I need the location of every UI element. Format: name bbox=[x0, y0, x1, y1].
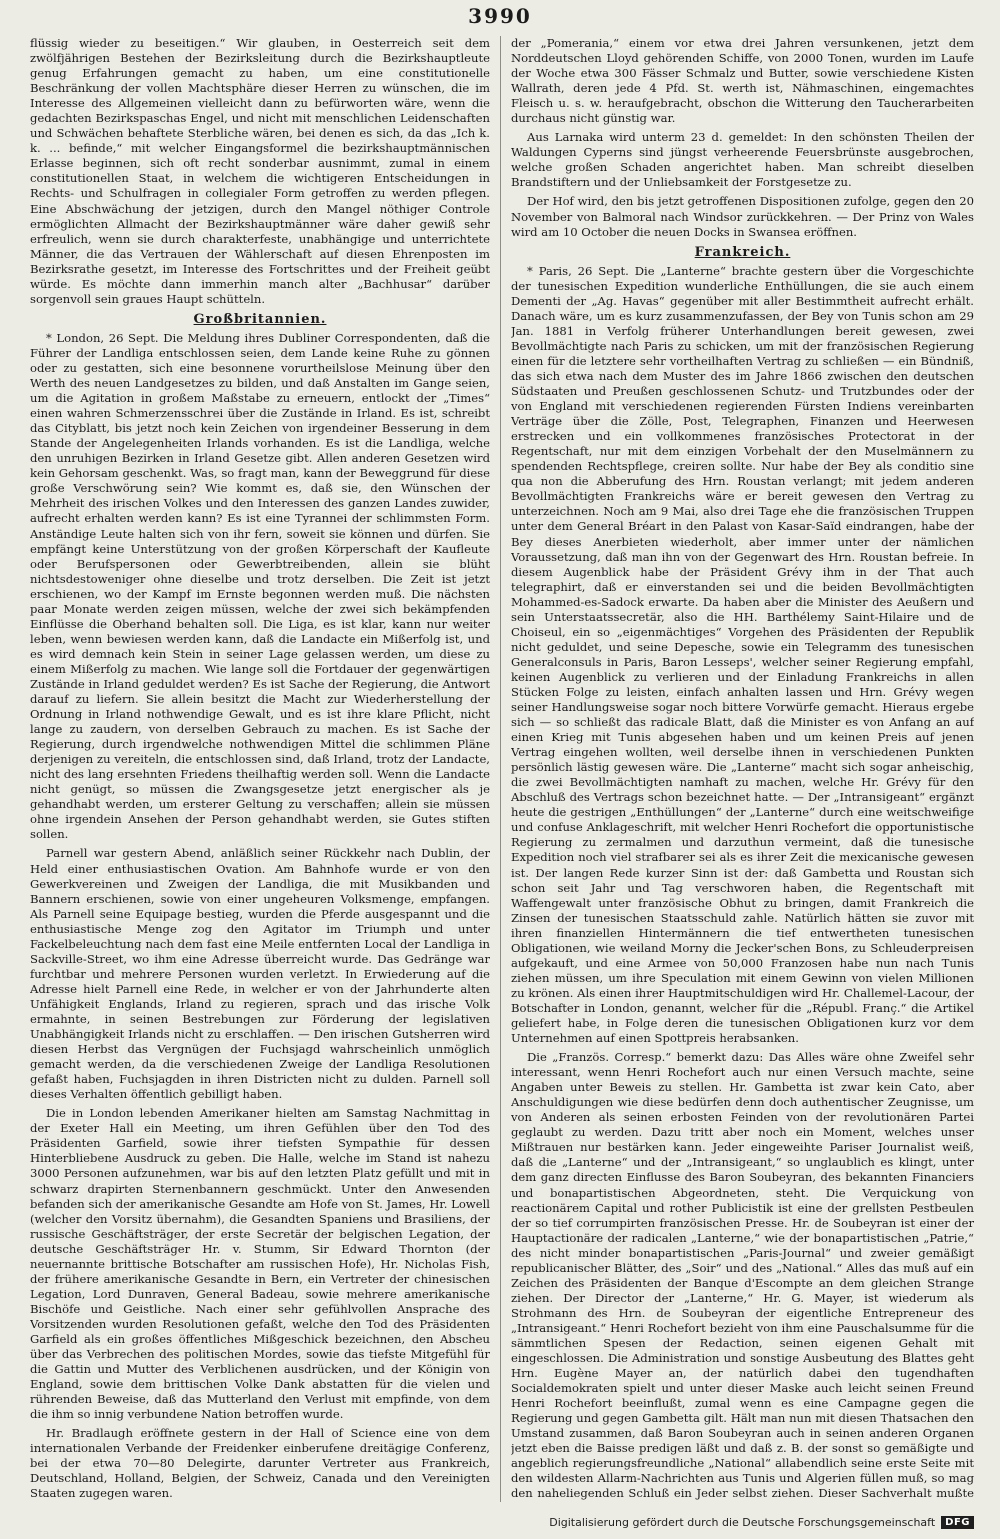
footer-credit-text: Digitalisierung gefördert durch die Deutsche Forschungsgemeinschaft bbox=[549, 1516, 936, 1529]
left-paragraph-1: flüssig wieder zu beseitigen.“ Wir glauben, in Oesterreich seit dem zwölfjährigen Bestehen der Bezirksleitung durch die Bezirkshauptleute genug Erfahrungen gemacht zu haben, um eine constitutionelle Beschränkung der vollen Machtsphäre dieser Herren zu wünschen, die im Interesse des Allgemeinen vielleicht dann zu befürworten wäre, wenn die gedachten Bezirkspaschas Engel, und nicht mit menschlichen Leidenschaften und Schwächen behaftete Sterbliche wären, bei denen es sich, da das „Ich k. k. ... befinde,“ mit welcher Eingangsformel die bezirkshauptmännischen Erlasse beginnen, sich oft recht sonderbar ausnimmt, zumal in einem constitutionellen Staat, in welchem die wichtigeren Entscheidungen in Rechts- und Schulfragen in collegialer Form getroffen zu werden pflegen. Eine Abschwächung der jetzigen, durch den Mangel nöthiger Controle ermöglichten Allmacht der Bezirkshauptmänner wäre daher gewiß sehr erfreulich, wenn sie durch charakterfeste, unabhängige und unterrichtete Männer, die das Vertrauen der Wählerschaft auf diesen Ehrenposten im Bezirksrathe gesetzt, im Interesse des Fortschrittes und der Freiheit geübt würde. Es möchte dann immerhin manch alter „Bachhusar“ darüber sorgenvoll sein graues Haupt schütteln. bbox=[30, 36, 490, 306]
right-paragraph-3: Der Hof wird, den bis jetzt getroffenen Dispositionen zufolge, gegen den 20 November von Balmoral nach Windsor zurückkehren. — Der Prinz von Wales wird am 10 October die neuen Docks in Swansea eröffnen. bbox=[511, 194, 974, 239]
section-heading-france: Frankreich. bbox=[694, 244, 791, 260]
section-heading-great-britain: Großbritannien. bbox=[193, 311, 327, 327]
right-paragraph-2: Aus Larnaka wird unterm 23 d. gemeldet: In den schönsten Theilen der Waldungen Cyperns sind jüngst verheerende Feuersbrünste ausgebrochen, welche großen Schaden angerichtet haben. Man schreibt dieselben Brandstiftern und der Unliebsamkeit der Forstgesetze zu. bbox=[511, 130, 974, 190]
right-column bbox=[511, 36, 974, 1502]
right-paragraph-1: der „Pomerania,“ einem vor etwa drei Jahren versunkenen, jetzt dem Norddeutschen Lloyd gehörenden Schiffe, von 2000 Tonen, wurden im Laufe der Woche etwa 300 Fässer Schmalz und Butter, sowie verschiedene Kisten Wallrath, deren jede 4 Pfd. St. werth ist, Nähmaschinen, eingemachtes Fleisch u. s. w. heraufgebracht, obschon die Witterung den Taucherarbeiten durchaus nicht günstig war. bbox=[511, 36, 974, 126]
digitization-footer bbox=[549, 1516, 974, 1529]
left-paragraph-3: Parnell war gestern Abend, anläßlich seiner Rückkehr nach Dublin, der Held einer enthusiastischen Ovation. Am Bahnhofe wurde er von den Gewerkvereinen und Zweigen der Landliga, die mit Musikbanden und Bannern erschienen, sowie von einer ungeheuren Volksmenge, empfangen. Als Parnell seine Equipage bestieg, wurden die Pferde ausgespannt und die enthusiastische Menge zog den Agitator im Triumph und unter Fackelbeleuchtung nach dem fast eine Meile entfernten Local der Landliga in Sackville-Street, wo ihm eine Adresse überreicht wurde. Das Gedränge war furchtbar und mehrere Personen wurden verletzt. In Erwiederung auf die Adresse hielt Parnell eine Rede, in welcher er von der Jahrhunderte alten Unfähigkeit Englands, Irland zu regieren, sprach und das irische Volk ermahnte, in seinen Bestrebungen zur Förderung der legislativen Unabhängigkeit Irlands nicht zu erschlaffen. — Den irischen Gutsherren wird diesen Herbst das Vergnügen der Fuchsjagd wahrscheinlich unmöglich gemacht werden, da die verschiedenen Zweige der Landliga Resolutionen gefaßt haben, Fuchsjagden in ihren Districten nicht zu dulden. Parnell soll dieses Verhalten öffentlich gebilligt haben. bbox=[30, 846, 490, 1102]
column-divider bbox=[500, 36, 501, 1502]
page-number: 3990 bbox=[468, 4, 532, 28]
dfg-logo-icon: DFG bbox=[941, 1516, 974, 1529]
right-paragraph-4: * Paris, 26 Sept. Die „Lanterne“ brachte gestern über die Vorgeschichte der tunesischen Expedition wunderliche Enthüllungen, die sie auch einem Dementi der „Ag. Havas“ gegenüber mit aller Bestimmtheit aufrecht erhält. Danach wäre, um es kurz zusammenzufassen, der Bey von Tunis schon am 29 Jan. 1881 in Verfolg früherer Unterhandlungen bereit gewesen, zwei Bevollmächtigte nach Paris zu schicken, um mit der französischen Regierung einen für die letztere sehr vortheilhaften Vertrag zu schließen — ein Bündniß, das sich etwa nach dem Muster des im Jahre 1866 zwischen den deutschen Südstaaten und Preußen geschlossenen Schutz- und Trutzbundes oder der von England mit verschiedenen regierenden Fürsten Indiens vereinbarten Verträge über die Zölle, Post, Telegraphen, Finanzen und Heerwesen erstrecken und ein vollkommenes französisches Protectorat in der Regentschaft, nur mit dem einzigen Vorbehalt der den Muselmännern zu spendenden Rechtspflege, creiren sollte. Nur habe der Bey als conditio sine qua non die Abberufung des Hrn. Roustan verlangt; mit jedem anderen Bevollmächtigten Frankreichs wäre er bereit gewesen den Vertrag zu unterzeichnen. Noch am 9 Mai, also drei Tage ehe die französischen Truppen unter dem General Bréart in den Palast von Kasar-Saïd eindrangen, habe der Bey dieses Anerbieten wiederholt, aber immer unter der nämlichen Voraussetzung, daß man ihn von der Gegenwart des Hrn. Roustan befreie. In diesem Augenblick habe der Präsident Grévy ihm in der That auch telegraphirt, daß er einverstanden sei und die beiden Bevollmächtigten Mohammed-es-Sadock erwarte. Da haben aber die Minister des Aeußern und sein Unterstaatssecretär, also die HH. Barthélemy Saint-Hilaire und de Choiseul, ein so „eigenmächtiges“ Vorgehen des Präsidenten der Republik nicht geduldet, und seine Depesche, sowie ein Telegramm des tunesischen Generalconsuls in Paris, Baron Lesseps', welcher seiner Regierung empfahl, keinen Augenblick zu verlieren und der Einladung Frankreichs in allen Stücken Folge zu leisten, einfach anhalten lassen und Hrn. Grévy wegen seiner Handlungsweise sogar noch bittere Vorwürfe gemacht. Hieraus ergebe sich — so schließt das radicale Blatt, daß die Minister es von Anfang an auf einen Krieg mit Tunis abgesehen haben und um keinen Preis auf jenen Vertrag eingehen wollten, weil derselbe ihnen in verschiedenen Punkten persönlich lästig gewesen wäre. Die „Lanterne“ macht sich sogar anheischig, die zwei Bevollmächtigten namhaft zu machen, welche Hr. Grévy für den Abschluß des Vertrags schon bezeichnet hatte. — Der „Intransigeant“ ergänzt heute die gestrigen „Enthüllungen“ der „Lanterne“ durch eine weitschweifige und confuse Anklageschrift, mit welcher Henri Rochefort die opportunistische Regierung zu zermalmen und darzuthun vermeint, daß die tunesische Expedition noch viel strafbarer sei als es ihrer Zeit die mexicanische gewesen ist. Der langen Rede kurzer Sinn ist der: daß Gambetta und Roustan sich schon seit Jahr und Tag verschworen haben, die Regentschaft mit Waffengewalt unter französische Obhut zu bringen, damit Frankreich die Zinsen der tunesischen Staatsschuld zahle. Natürlich hätten sie zuvor mit ihren finanziellen Hintermännern die tief entwertheten tunesischen Obligationen, wie weiland Morny die Jecker'schen Bons, zu Schleuderpreisen aufgekauft, und eine Armee von 50,000 Franzosen habe nun nach Tunis ziehen müssen, um ihre Speculation mit einem Gewinn von vielen Millionen zu krönen. Als einen ihrer Hauptmitschuldigen wird Hr. Challemel-Lacour, der Botschafter in London, genannt, welcher für die „Républ. Franç.“ die Artikel geliefert habe, in Folge deren die tunesischen Obligationen kurz vor dem Unternehmen auf einen Spottpreis herabsanken. bbox=[511, 263, 974, 1046]
right-paragraph-5: Die „Französ. Corresp.“ bemerkt dazu: Das Alles wäre ohne Zweifel sehr interessant, wenn Henri Rochefort auch nur einen Versuch machte, seine Angaben unter Beweis zu stellen. Hr. Gambetta ist zwar kein Cato, aber Anschuldigungen wie diese bedürfen denn doch authentischer Zeugnisse, um von Anderen als seinen erbosten Feinden von der revolutionären Partei geglaubt zu werden. Dazu tritt aber noch ein Moment, welches unser Mißtrauen nur bestärken kann. Jeder eingeweihte Pariser Journalist weiß, daß die „Lanterne“ und der „Intransigeant,“ so unglaublich es klingt, unter dem ganz directen Einflusse des Baron Soubeyran, des bekannten Financiers und bonapartistischen Abgeordneten, steht. Die Verquickung von reactionärem Capital und rother Publicistik ist eine der grellsten Pestbeulen der so tief corrumpirten französischen Presse. Hr. de Soubeyran ist einer der Hauptactionäre der radicalen „Lanterne,“ wie der bonapartistischen „Patrie,“ des nicht minder bonapartistischen „Paris-Journal“ und zweier gemäßigt republicanischer Blätter, des „Soir“ und des „National.“ Alles das muß auf ein Zeichen des Präsidenten der Banque d'Escompte an dem gleichen Strange ziehen. Der Director der „Lanterne,“ Hr. G. Mayer, ist wiederum als Strohmann des Hrn. de Soubeyran der eigentliche Entrepreneur des „Intransigeant.“ Henri Rochefort bezieht von ihm eine Pauschalsumme für die sämmtlichen Spesen der Redaction, seinen eigenen Gehalt mit eingeschlossen. Die Administration und sonstige Ausbeutung des Blattes geht Hrn. Eugène Mayer an, der natürlich dabei den tugendhaften Socialdemokraten spielt und unter dieser Maske auch leicht seinen Freund Henri Rochefort beeinflußt, zumal wenn es eine Campagne gegen die Regierung und gegen Gambetta gilt. Hält man nun mit diesen Thatsachen den Umstand zusammen, daß Baron Soubeyran auch in seinen anderen Organen jetzt eben die Baisse predigen läßt und daß z. B. der sonst so gemäßigte und angeblich regierungsfreundliche „National“ allabendlich seine erste Seite mit den wildesten Allarm-Nachrichten aus Tunis und Algerien füllen muß, so mag den naheliegenden Schluß ein Jeder selbst ziehen. Dieser Sachverhalt mußte bbox=[511, 1050, 974, 1501]
left-paragraph-4: Die in London lebenden Amerikaner hielten am Samstag Nachmittag in der Exeter Hall ein Meeting, um ihren Gefühlen über den Tod des Präsidenten Garfield, sowie ihrer tiefsten Sympathie für dessen Hinterbliebene Ausdruck zu geben. Die Halle, welche im Stand ist nahezu 3000 Personen aufzunehmen, war bis auf den letzten Platz gefüllt und mit in schwarz drapirten Sternenbannern geschmückt. Unter den Anwesenden befanden sich der amerikanische Gesandte am Hofe von St. James, Hr. Lowell (welcher den Vorsitz übernahm), die Gesandten Spaniens und Brasiliens, der russische Geschäftsträger, der erste Secretär der belgischen Legation, der deutsche Geschäftsträger Hr. v. Stumm, Sir Edward Thornton (der neuernannte brittische Botschafter am russischen Hofe), Hr. Nicholas Fish, der frühere amerikanische Gesandte in Bern, ein Vertreter der chinesischen Legation, Lord Dunraven, General Badeau, sowie mehrere amerikanische Bischöfe und Geistliche. Nach einer sehr gefühlvollen Ansprache des Vorsitzenden wurden Resolutionen gefaßt, welche den Tod des Präsidenten Garfield als ein großes öffentliches Mißgeschick bezeichnen, den Abscheu über das Verbrechen des politischen Mordes, sowie das tiefste Mitgefühl für die Gattin und Mutter des Verblichenen ausdrücken, und der Königin von England, sowie dem brittischen Volke Dank abstatten für die vielen und rührenden Beweise, daß das Mutterland den Verlust mit empfinde, von dem die ihm so innig verbundene Nation betroffen wurde. bbox=[30, 1106, 490, 1422]
left-paragraph-2: * London, 26 Sept. Die Meldung ihres Dubliner Correspondenten, daß die Führer der Landliga entschlossen seien, dem Lande keine Ruhe zu gönnen oder zu gestatten, sich eine besonnene vorurtheilslose Meinung über den Werth des neuen Landgesetzes zu bilden, und daß Anstalten im Gange seien, um die Agitation in großem Maßstabe zu erneuern, entlockt der „Times“ einen wahren Schmerzensschrei über die Zustände in Irland. Es ist, schreibt das Cityblatt, bis jetzt noch kein Zeichen von irgendeiner Besserung in dem Stande der Angelegenheiten Irlands vorhanden. Es ist die Landliga, welche den unruhigen Bezirken in Irland Gesetze gibt. Allen anderen Gesetzen wird kein Gehorsam geschenkt. Was, so fragt man, kann der Beweggrund für diese große Verschwörung sein? Wie kommt es, daß sie, den Wünschen der Mehrheit des irischen Volkes und den Interessen des ganzen Landes zuwider, aufrecht erhalten werden kann? Es ist eine Tyrannei der schlimmsten Form. Anständige Leute halten sich von ihr fern, soweit sie können und dürfen. Sie empfängt keine Unterstützung von der großen Körperschaft der Kaufleute oder Berufspersonen oder Gewerbtreibenden, allein sie blüht nichtsdestoweniger ohne dieselbe und trotz derselben. Die Zeit ist jetzt erschienen, wo der Kampf im Ernste begonnen werden muß. Die nächsten paar Monate werden zeigen müssen, welche der zwei sich bekämpfenden Einflüsse die Oberhand behalten soll. Die Liga, es ist klar, kann nur weiter leben, wenn bewiesen werden kann, daß die Landacte ein Mißerfolg ist, und es wird demnach kein Stein in seiner Lage gelassen werden, um diese zu einem Mißerfolg zu machen. Wie lange soll die Fortdauer der gegenwärtigen Zustände in Irland geduldet werden? Es ist Sache der Regierung, die Antwort darauf zu liefern. Sie allein besitzt die Macht zur Wiederherstellung der Ordnung in Irland nothwendige Gewalt, und es ist ihre klare Pflicht, nicht lange zu zaudern, von derselben Gebrauch zu machen. Es ist Sache der Regierung, durch irgendwelche nothwendigen Mittel die schlimmen Pläne derjenigen zu vereiteln, die entschlossen sind, daß Irland, trotz der Landacte, nicht des lang ersehnten Friedens theilhaftig werden soll. Wenn die Landacte nicht genügt, so müssen die Zwangsgesetze jetzt energischer als je gehandhabt werden, um ersterer Geltung zu verschaffen; allein sie müssen ohne irgendein Ansehen der Person gehandhabt werden, sie Gutes stiften sollen. bbox=[30, 330, 490, 842]
left-column bbox=[30, 36, 490, 1502]
left-paragraph-5: Hr. Bradlaugh eröffnete gestern in der Hall of Science eine von dem internationalen Verbande der Freidenker einberufene dreitägige Conferenz, bei der etwa 70—80 Delegirte, darunter Vertreter aus Frankreich, Deutschland, Holland, Belgien, der Schweiz, Canada und den Vereinigten Staaten zugegen waren. bbox=[30, 1426, 490, 1501]
